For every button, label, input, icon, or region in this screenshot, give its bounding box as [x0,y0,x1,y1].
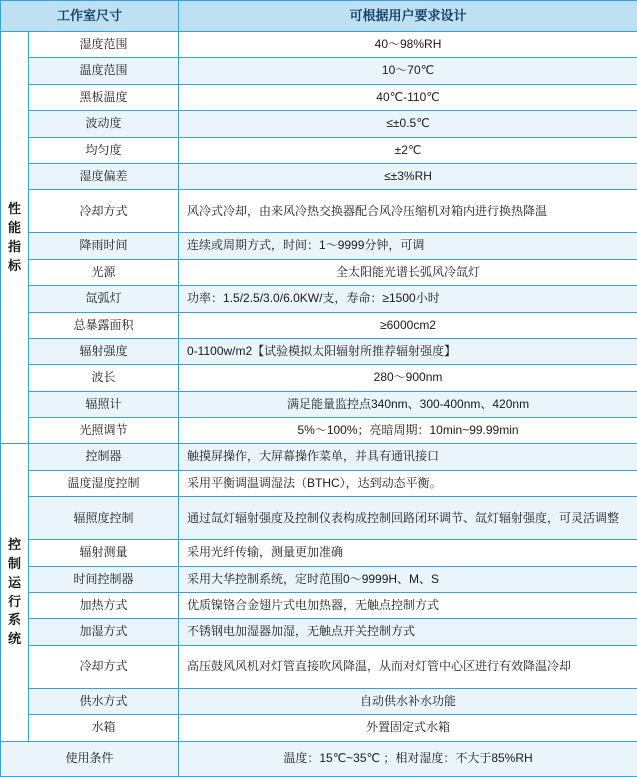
group-char-2: 运 [6,574,23,593]
table-row [1,444,637,470]
row-label: 辐照计 [29,391,179,417]
row-label: 辐射测量 [29,540,179,566]
group-char-0: 控 [6,536,23,555]
group-char-3: 行 [6,593,23,612]
row-value: 采用平衡调温调湿法（BTHC），达到动态平衡。 [179,470,637,496]
row-label: 水箱 [29,715,179,741]
header-left-cell: 工作室尺寸 [1,1,179,32]
row-value: 采用大华控制系统，定时范围0～9999H、M、S [179,566,637,592]
table-row [1,566,637,592]
row-label: 波长 [29,365,179,391]
row-label: 温度湿度控制 [29,470,179,496]
row-value: 5%～100%；亮暗周期：10min~99.99min [179,418,637,444]
row-value: 自动供水补水功能 [179,688,637,714]
table-row [1,233,637,259]
row-label: 控制器 [29,444,179,470]
table-header-row [1,1,637,32]
table-row [1,688,637,714]
table-row [1,312,637,338]
row-value: 40～98%RH [179,32,637,58]
table-row [1,84,637,110]
row-label: 黑板温度 [29,84,179,110]
header-right-cell: 可根据用户要求设计 [179,1,637,32]
row-value: 温度：15℃~35℃ ；相对湿度：不大于85%RH [179,741,637,776]
group-char-1: 能 [6,219,23,238]
row-value: 40℃-110℃ [179,84,637,110]
table-row [1,58,637,84]
group-char-0: 性 [6,200,23,219]
row-value: 功率：1.5/2.5/3.0/6.0KW/支，寿命：≥1500小时 [179,286,637,312]
table-row [1,418,637,444]
row-label: 光源 [29,259,179,285]
table-body [1,1,637,777]
row-label: 供水方式 [29,688,179,714]
row-value: 风冷式冷却，由来风冷热交换器配合风冷压缩机对箱内进行换热降温 [179,190,637,233]
table-row [1,190,637,233]
row-label: 加热方式 [29,593,179,619]
row-label: 冷却方式 [29,645,179,688]
table-row [1,111,637,137]
row-value: 满足能量监控点340nm、300-400nm、420nm [179,391,637,417]
group-char-5: 统 [6,630,23,649]
row-value: 不锈钢电加湿器加湿，无触点开关控制方式 [179,619,637,645]
row-label: 总暴露面积 [29,312,179,338]
row-value: 10～70℃ [179,58,637,84]
row-value: 280～900nm [179,365,637,391]
table-row [1,593,637,619]
table-row [1,259,637,285]
row-value: 全太阳能光谱长弧风冷氙灯 [179,259,637,285]
row-label: 辐射强度 [29,338,179,364]
group-char-2: 指 [6,238,23,257]
row-label: 时间控制器 [29,566,179,592]
row-value: 采用光纤传输，测量更加准确 [179,540,637,566]
table-row [1,338,637,364]
row-label: 温度范围 [29,58,179,84]
row-label: 使用条件 [1,741,179,776]
row-value: 通过氙灯辐射强度及控制仪表构成控制回路闭环调节、氙灯辐射强度，可灵活调整 [179,497,637,540]
table-row [1,32,637,58]
row-value: ≤±0.5℃ [179,111,637,137]
row-label: 氙弧灯 [29,286,179,312]
group-label-control [1,444,29,741]
row-value: ≥6000cm2 [179,312,637,338]
table-row [1,137,637,163]
row-label: 均匀度 [29,137,179,163]
row-label: 冷却方式 [29,190,179,233]
row-value: 0-1100w/m2【试验模拟太阳辐射所推荐辐射强度】 [179,338,637,364]
table-row-usage-conditions [1,741,637,776]
row-label: 湿度范围 [29,32,179,58]
row-label: 光照调节 [29,418,179,444]
row-label: 辐照度控制 [29,497,179,540]
row-value: ≤±3%RH [179,163,637,189]
table-row [1,645,637,688]
table-row [1,497,637,540]
row-value: ±2℃ [179,137,637,163]
row-value: 高压鼓风风机对灯管直接吹风降温，从而对灯管中心区进行有效降温冷却 [179,645,637,688]
row-value: 连续或周期方式，时间：1～9999分钟，可调 [179,233,637,259]
table-row [1,619,637,645]
row-label: 加湿方式 [29,619,179,645]
group-char-1: 制 [6,555,23,574]
table-row [1,286,637,312]
table-row [1,391,637,417]
group-label-performance [1,32,29,444]
table-row [1,470,637,496]
row-value: 外置固定式水箱 [179,715,637,741]
row-value: 触摸屏操作，大屏幕操作菜单，并具有通讯接口 [179,444,637,470]
table-row [1,540,637,566]
row-label: 湿度偏差 [29,163,179,189]
group-char-3: 标 [6,257,23,276]
table-row [1,163,637,189]
table-row [1,365,637,391]
row-label: 波动度 [29,111,179,137]
row-value: 优质镍铬合金翅片式电加热器，无触点控制方式 [179,593,637,619]
row-label: 降雨时间 [29,233,179,259]
group-char-4: 系 [6,611,23,630]
